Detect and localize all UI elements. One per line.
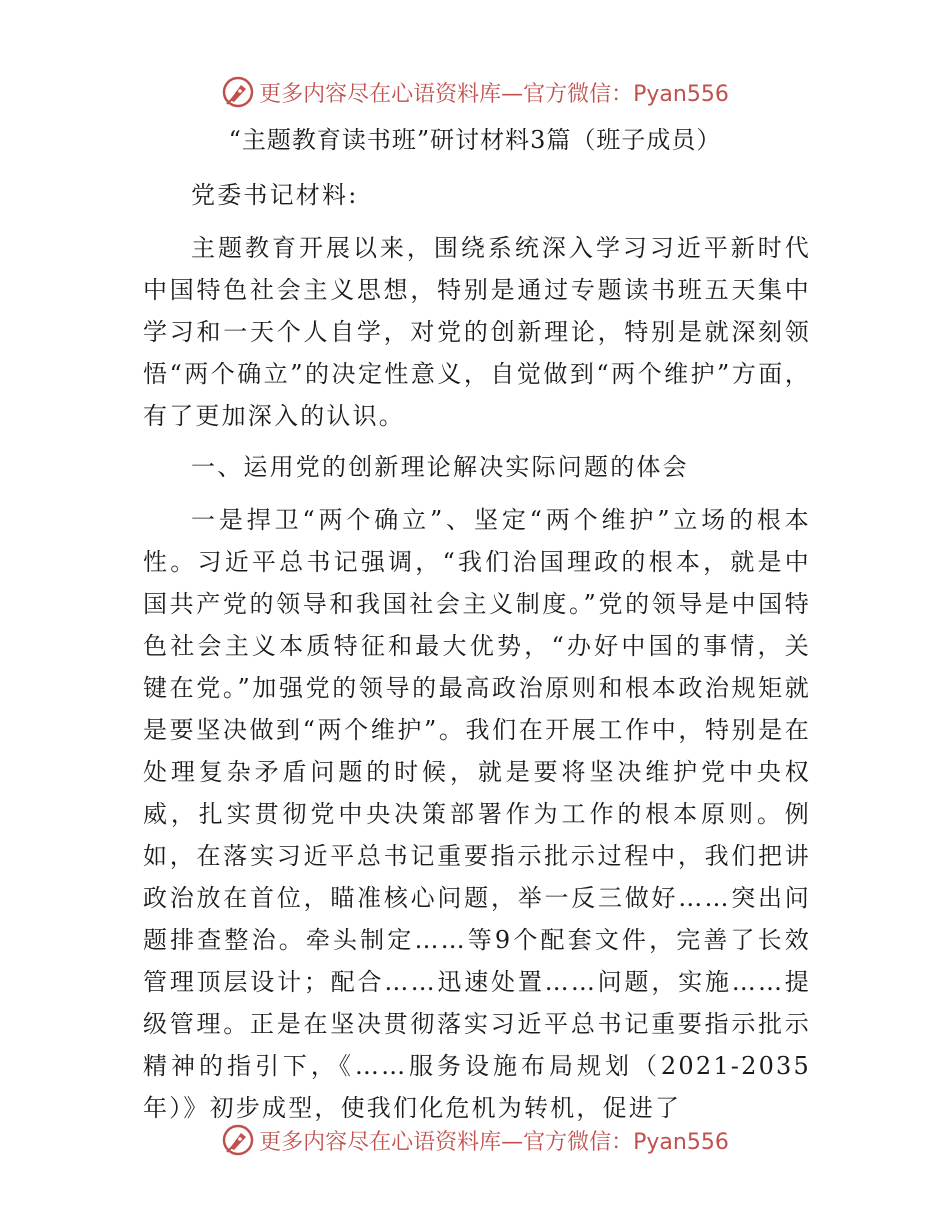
section-label: 党委书记材料: bbox=[191, 181, 359, 209]
body-paragraph: 一是捍卫“两个确立”、坚定“两个维护”立场的根本性。习近平总书记强调，“我们治国理政的根本，就是中国共产党的领导和我国社会主义制度。”党的领导是中国特色社会主义本质特征和最大优势，“办好中国的事情，关键在党。”加强党的领导的最高政治原则和根本政治规矩就是要坚决做到“两个维护”。我们在开展工作中，特别是在处理复杂矛盾问题的时候，就是要将坚决维护党中央权威，扎实贯彻党中央决策部署作为工作的根本原则。例如，在落实习近平总书记重要指示批示过程中，我们把讲政治放在首位，瞄准核心问题，举一反三做好……突出问题排查整治。牵头制定……等9个配套文件，完善了长效管理顶层设计；配合……迅速处置……问题，实施……提级管理。正是在坚决贯彻落实习近平总书记重要指示批示精神的指引下，《……服务设施布局规划（2021-2035年）》初步成型，使我们化危机为转机，促进了 bbox=[143, 506, 811, 1122]
body-paragraph: 主题教育开展以来，围绕系统深入学习习近平新时代中国特色社会主义思想，特别是通过专题读书班五天集中学习和一天个人自学，对党的创新理论，特别是就深刻领悟“两个确立”的决定性意义，自觉做到“两个维护”方面，有了更加深入的认识。 bbox=[143, 234, 811, 430]
watermark-text: 更多内容尽在心语资料库—官方微信：Pyan556 bbox=[259, 1129, 729, 1155]
page-title: “主题教育读书班”研讨材料3篇（班子成员） bbox=[228, 126, 722, 154]
section-heading: 一、运用党的创新理论解决实际问题的体会 bbox=[191, 453, 689, 481]
watermark-text: 更多内容尽在心语资料库—官方微信：Pyan556 bbox=[259, 81, 729, 107]
pen-nib-icon bbox=[221, 75, 255, 109]
watermark-header bbox=[0, 72, 950, 112]
watermark-footer bbox=[0, 1120, 950, 1160]
pen-nib-icon bbox=[221, 1123, 255, 1157]
